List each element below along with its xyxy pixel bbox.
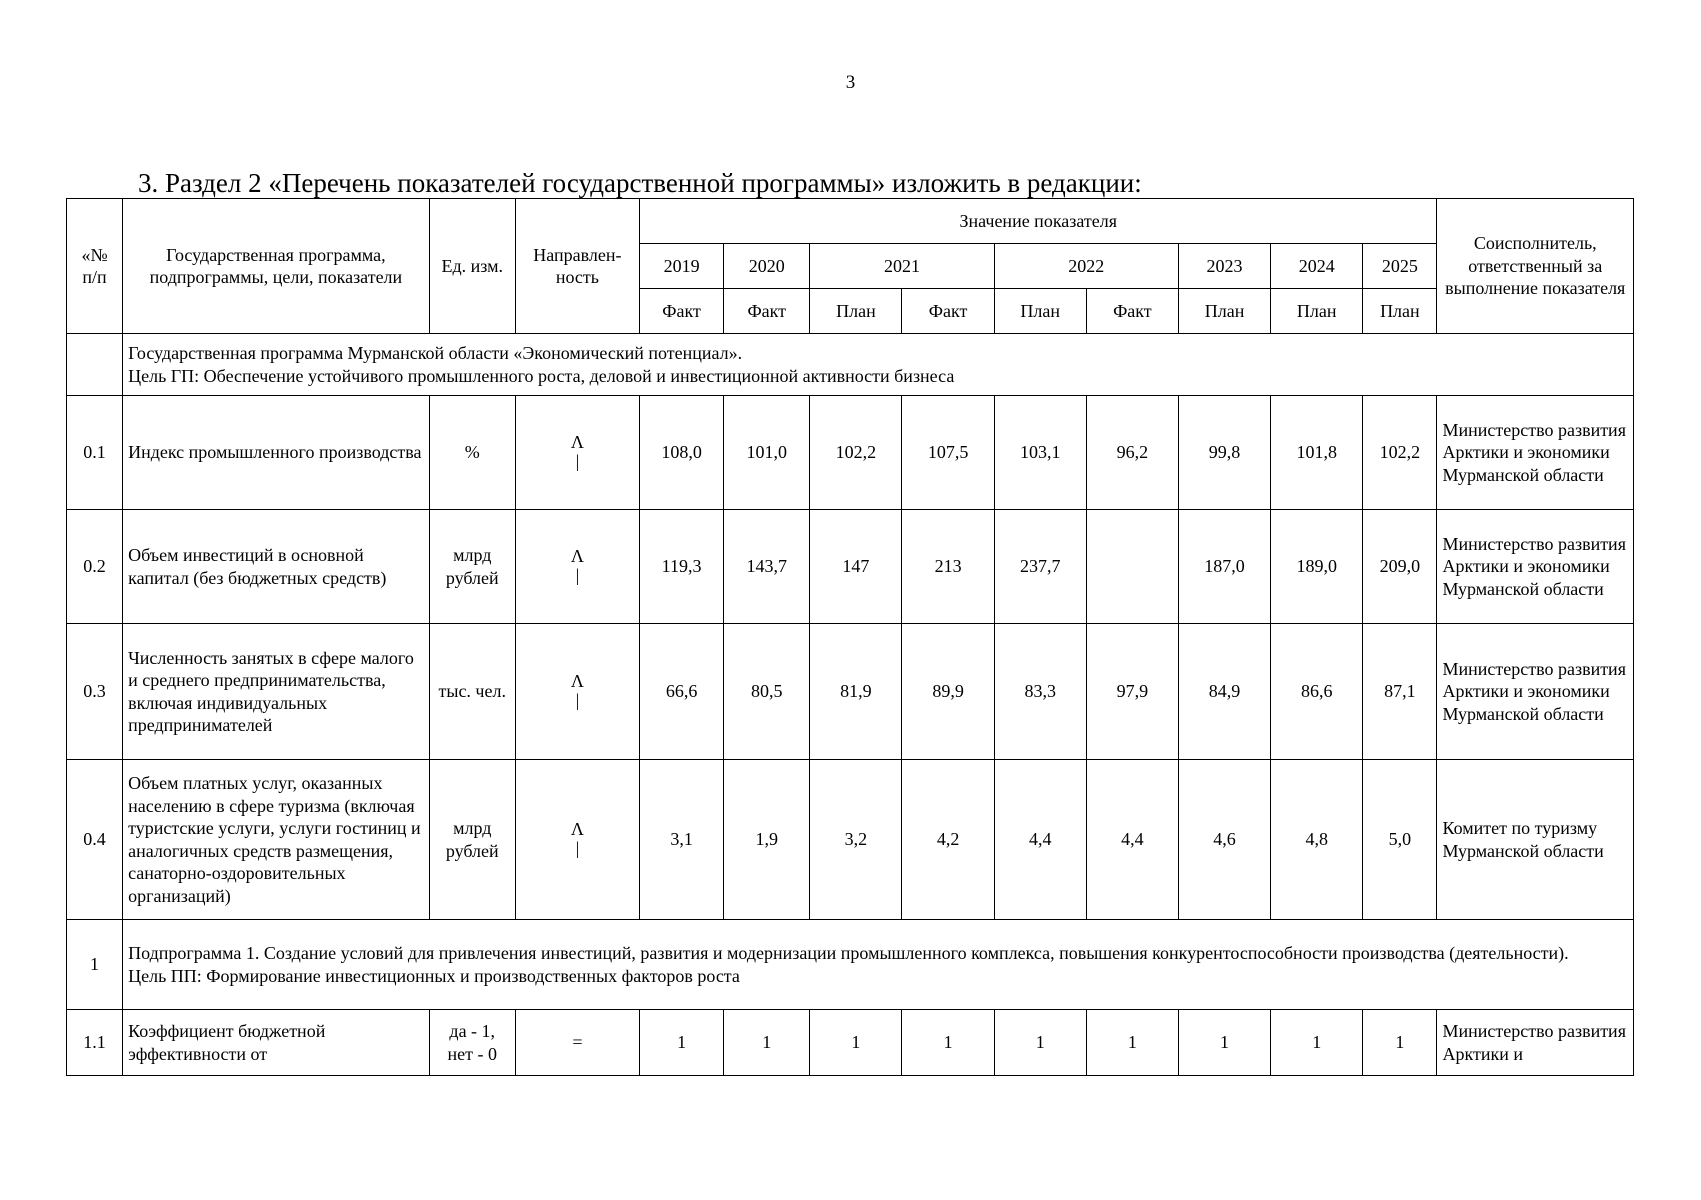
header-row-1 [67, 199, 1634, 244]
row-value: 119,3 [640, 510, 724, 624]
row-value: 103,1 [994, 396, 1086, 510]
section-num: 1 [67, 920, 123, 1010]
header-year: 2022 [994, 244, 1178, 289]
row-value: 1 [810, 1010, 902, 1076]
row-value: 1 [640, 1010, 724, 1076]
row-value: 4,6 [1178, 760, 1270, 920]
row-value: 96,2 [1086, 396, 1178, 510]
row-indicator-name: Индекс промышленного производства [123, 396, 430, 510]
row-value: 4,4 [994, 760, 1086, 920]
row-direction [515, 1010, 639, 1076]
header-num: «№ п/п [67, 199, 123, 334]
row-unit: млрд рублей [429, 510, 515, 624]
row-value: 97,9 [1086, 624, 1178, 760]
header-year: 2025 [1363, 244, 1437, 289]
row-executor: Министерство развития Арктики и [1437, 1010, 1634, 1076]
header-year: 2020 [724, 244, 810, 289]
table-row [67, 760, 1634, 920]
row-indicator-name: Объем инвестиций в основной капитал (без бюджетных средств) [123, 510, 430, 624]
row-value: 107,5 [902, 396, 994, 510]
row-direction [515, 396, 639, 510]
header-unit: Ед. изм. [429, 199, 515, 334]
table-row [67, 1010, 1634, 1076]
section-title [123, 334, 1634, 396]
row-num: 0.4 [67, 760, 123, 920]
row-value: 4,4 [1086, 760, 1178, 920]
row-executor: Министерство развития Арктики и экономики Мурманской области [1437, 624, 1634, 760]
row-value: 87,1 [1363, 624, 1437, 760]
row-direction [515, 624, 639, 760]
row-value: 4,8 [1271, 760, 1363, 920]
row-value: 101,0 [724, 396, 810, 510]
row-value: 83,3 [994, 624, 1086, 760]
header-subhead: План [1178, 289, 1270, 334]
row-num: 0.3 [67, 624, 123, 760]
row-value: 101,8 [1271, 396, 1363, 510]
row-value: 4,2 [902, 760, 994, 920]
direction-arrow-icon: Λ | [570, 545, 584, 585]
row-value: 213 [902, 510, 994, 624]
row-value: 3,1 [640, 760, 724, 920]
header-subhead: План [994, 289, 1086, 334]
table-row [67, 624, 1634, 760]
section-goal-line: Цель ПП: Формирование инвестиционных и производственных факторов роста [128, 965, 740, 986]
row-value: 84,9 [1178, 624, 1270, 760]
row-executor: Комитет по туризму Мурманской области [1437, 760, 1634, 920]
row-unit: млрд рублей [429, 760, 515, 920]
row-executor: Министерство развития Арктики и экономики Мурманской области [1437, 396, 1634, 510]
row-value: 1 [994, 1010, 1086, 1076]
row-num: 0.1 [67, 396, 123, 510]
row-indicator-name: Численность занятых в сфере малого и среднего предпринимательства, включая индивидуальных предпринимателей [123, 624, 430, 760]
row-unit: да - 1, нет - 0 [429, 1010, 515, 1076]
row-value: 1 [724, 1010, 810, 1076]
table-row [67, 510, 1634, 624]
indicators-table [66, 198, 1634, 1076]
header-values-group: Значение показателя [640, 199, 1437, 244]
header-subhead: Факт [1086, 289, 1178, 334]
row-value: 108,0 [640, 396, 724, 510]
section-goal-line: Цель ГП: Обеспечение устойчивого промышленного роста, деловой и инвестиционной активности бизнеса [128, 365, 955, 386]
row-value: 66,6 [640, 624, 724, 760]
row-value: 5,0 [1363, 760, 1437, 920]
row-value: 1 [1363, 1010, 1437, 1076]
row-value: 1 [1178, 1010, 1270, 1076]
row-value: 187,0 [1178, 510, 1270, 624]
header-subhead: План [1271, 289, 1363, 334]
row-value [1086, 510, 1178, 624]
header-subhead: План [1363, 289, 1437, 334]
row-indicator-name: Объем платных услуг, оказанных населению в сфере туризма (включая туристские услуги, услуги гостиниц и аналогичных средств размещения, санаторно-оздоровительных организаций) [123, 760, 430, 920]
row-num: 1.1 [67, 1010, 123, 1076]
direction-arrow-icon: Λ | [570, 670, 584, 710]
header-subhead: План [810, 289, 902, 334]
header-year: 2023 [1178, 244, 1270, 289]
section-title-line: Государственная программа Мурманской области «Экономический потенциал». [128, 343, 743, 363]
section-row-subprogram [67, 920, 1634, 1010]
row-value: 89,9 [902, 624, 994, 760]
row-value: 102,2 [1363, 396, 1437, 510]
direction-equals-icon: = [572, 1032, 583, 1053]
row-value: 102,2 [810, 396, 902, 510]
row-value: 147 [810, 510, 902, 624]
row-executor: Министерство развития Арктики и экономики Мурманской области [1437, 510, 1634, 624]
direction-arrow-icon: Λ | [570, 431, 584, 471]
row-value: 1 [902, 1010, 994, 1076]
header-year: 2019 [640, 244, 724, 289]
header-year: 2024 [1271, 244, 1363, 289]
row-unit: тыс. чел. [429, 624, 515, 760]
row-value: 189,0 [1271, 510, 1363, 624]
document-heading: 3. Раздел 2 «Перечень показателей государственной программы» изложить в редакции: [138, 168, 1142, 198]
row-value: 3,2 [810, 760, 902, 920]
header-subhead: Факт [640, 289, 724, 334]
header-year: 2021 [810, 244, 994, 289]
row-num: 0.2 [67, 510, 123, 624]
direction-arrow-icon: Λ | [570, 818, 584, 858]
section-title [123, 920, 1634, 1010]
row-direction [515, 510, 639, 624]
row-value: 237,7 [994, 510, 1086, 624]
page-number: 3 [845, 72, 856, 93]
row-value: 1 [1086, 1010, 1178, 1076]
section-num [67, 334, 123, 396]
header-direction: Направлен-ность [515, 199, 639, 334]
row-value: 1,9 [724, 760, 810, 920]
section-title-line: Подпрограмма 1. Создание условий для привлечения инвестиций, развития и модернизации промышленного комплекса, повышения конкурентоспособности производства (деятельности). [128, 943, 1569, 963]
header-subhead: Факт [902, 289, 994, 334]
row-value: 99,8 [1178, 396, 1270, 510]
header-executor: Соисполнитель, ответственный за выполнение показателя [1437, 199, 1634, 334]
row-indicator-name: Коэффициент бюджетной эффективности от [123, 1010, 430, 1076]
row-value: 1 [1271, 1010, 1363, 1076]
row-value: 81,9 [810, 624, 902, 760]
row-direction [515, 760, 639, 920]
row-value: 80,5 [724, 624, 810, 760]
row-unit: % [429, 396, 515, 510]
row-value: 209,0 [1363, 510, 1437, 624]
section-row-program [67, 334, 1634, 396]
row-value: 86,6 [1271, 624, 1363, 760]
header-name: Государственная программа, подпрограммы, цели, показатели [123, 199, 430, 334]
header-subhead: Факт [724, 289, 810, 334]
table-row [67, 396, 1634, 510]
row-value: 143,7 [724, 510, 810, 624]
